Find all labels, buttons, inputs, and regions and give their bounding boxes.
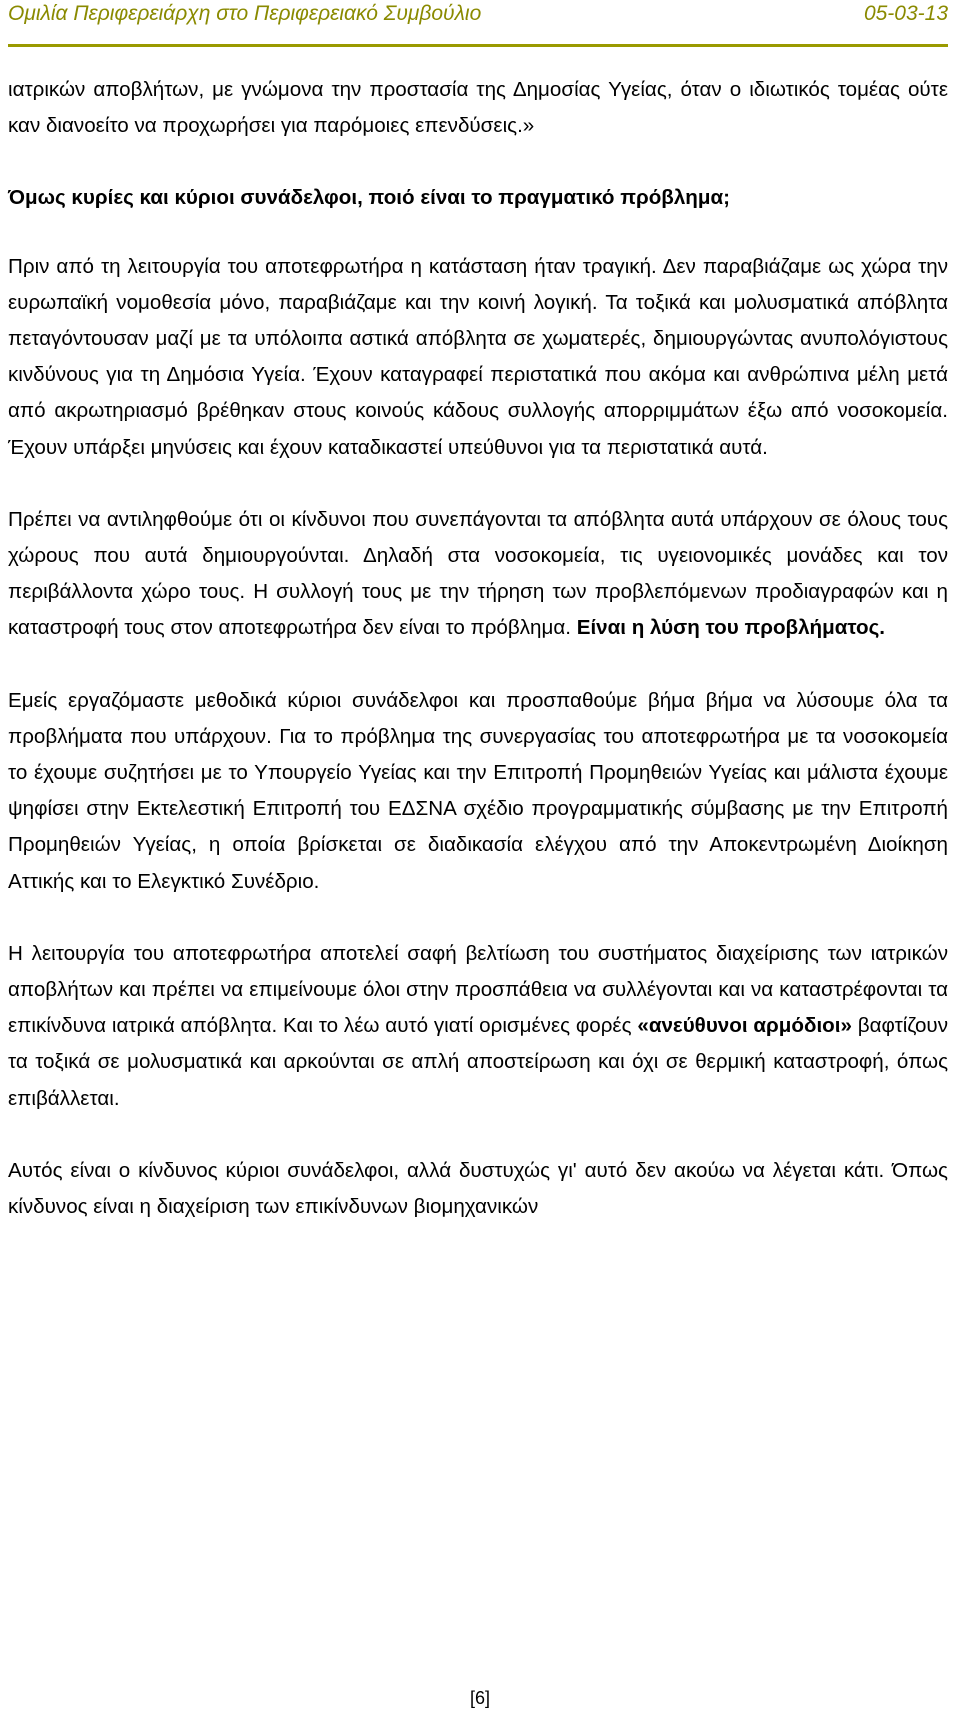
paragraph-4 xyxy=(8,502,948,647)
paragraph-3: Πριν από τη λειτουργία του αποτεφρωτήρα η κατάσταση ήταν τραγική. Δεν παραβιάζαμε ως χώρα την ευρωπαϊκή νομοθεσία μόνο, παραβιάζαμε και την κοινή λογική. Τα τοξικά και μολυσματικά απόβλητα πεταγόντουσαν μαζί με τα υπόλοιπα αστικά απόβλητα σε χωματερές, δημιουργώντας ανυπολόγιστους κινδύνους για τη Δημόσια Υγεία. Έχουν καταγραφεί περιστατικά που ακόμα και ανθρώπινα μέλη μετά από ακρωτηριασμό βρέθηκαν στους κοινούς κάδους συλλογής απορριμμάτων έξω από νοσοκομεία. Έχουν υπάρξει μηνύσεις και έχουν καταδικαστεί υπεύθυνοι για τα περιστατικά αυτά. xyxy=(8,254,948,459)
paragraph-5: Εμείς εργαζόμαστε μεθοδικά κύριοι συνάδελφοι και προσπαθούμε βήμα βήμα να λύσουμε όλα τα προβλήματα που υπάρχουν. Για το πρόβλημα της συνεργασίας του αποτεφρωτήρα με τα νοσοκομεία το έχουμε συζητήσει με το Υπουργείο Υγείας και την Επιτροπή Προμηθειών Υγείας και μάλιστα έχουμε ψηφίσει στην Εκτελεστική Επιτροπή του ΕΔΣΝΑ σχέδιο προγραμματικής σύμβασης με την Επιτροπή Προμηθειών Υγείας, η οποία βρίσκεται σε διαδικασία ελέγχου από την Αποκεντρωμένη Διοίκηση Αττικής και το Ελεγκτικό Συνέδριο. xyxy=(8,688,948,893)
paragraph-7: Αυτός είναι ο κίνδυνος κύριοι συνάδελφοι, αλλά δυστυχώς γι' αυτό δεν ακούω να λέγεται κάτι. Όπως κίνδυνος είναι η διαχείριση των επικίνδυνων βιομηχανικών xyxy=(8,1158,948,1219)
paragraph-4-emphasis: Είναι η λύση του προβλήματος. xyxy=(576,616,886,640)
page-number: [6] xyxy=(469,1688,490,1708)
paragraph-6-text-b: βαφτίζουν τα τοξικά σε μολυσματικά και αρκούνται σε απλή αποστείρωση και όχι σε θερμική καταστροφή, όπως επιβάλλεται. xyxy=(8,1014,948,1110)
paragraph-6-text-a: Η λειτουργία του αποτεφρωτήρα αποτελεί σαφή βελτίωση του συστήματος διαχείρισης των ιατρικών αποβλήτων και πρέπει να επιμείνουμε όλοι στην προσπάθεια να συλλέγονται και να καταστρέφονται τα επικίνδυνα ιατρικά απόβλητα. Και το λέω αυτό γιατί ορισμένες φορές xyxy=(8,941,948,1038)
header-title: Ομιλία Περιφερειάρχη στο Περιφερειακό Συμβούλιο xyxy=(8,2,482,25)
question-heading: Όμως κυρίες και κύριοι συνάδελφοι, ποιό είναι το πραγματικό πρόβλημα; xyxy=(8,186,730,210)
page-header xyxy=(8,0,948,47)
header-date: 05-03-13 xyxy=(863,2,948,25)
paragraph-4-text: Πρέπει να αντιληφθούμε ότι οι κίνδυνοι που συνεπάγονται τα απόβλητα αυτά υπάρχουν σε όλους τους χώρους που αυτά δημιουργούνται. Δηλαδή στα νοσοκομεία, τις υγειονομικές μονάδες και τον περιβάλλοντα χώρο τους. Η συλλογή τους με την τήρηση των προβλεπόμενων προδιαγραφών και η καταστροφή τους στον αποτεφρωτήρα δεν είναι το πρόβλημα. xyxy=(8,507,948,640)
document-body xyxy=(8,72,948,1225)
paragraph-2 xyxy=(8,180,948,216)
paragraph-6-emphasis: «ανεύθυνοι αρμόδιοι» xyxy=(637,1014,852,1038)
paragraph-6 xyxy=(8,936,948,1117)
paragraph-1: ιατρικών αποβλήτων, με γνώμονα την προστασία της Δημοσίας Υγείας, όταν ο ιδιωτικός τομέας ούτε καν διανοείτο να προχωρήσει για παρόμοιες επενδύσεις.» xyxy=(8,78,948,138)
